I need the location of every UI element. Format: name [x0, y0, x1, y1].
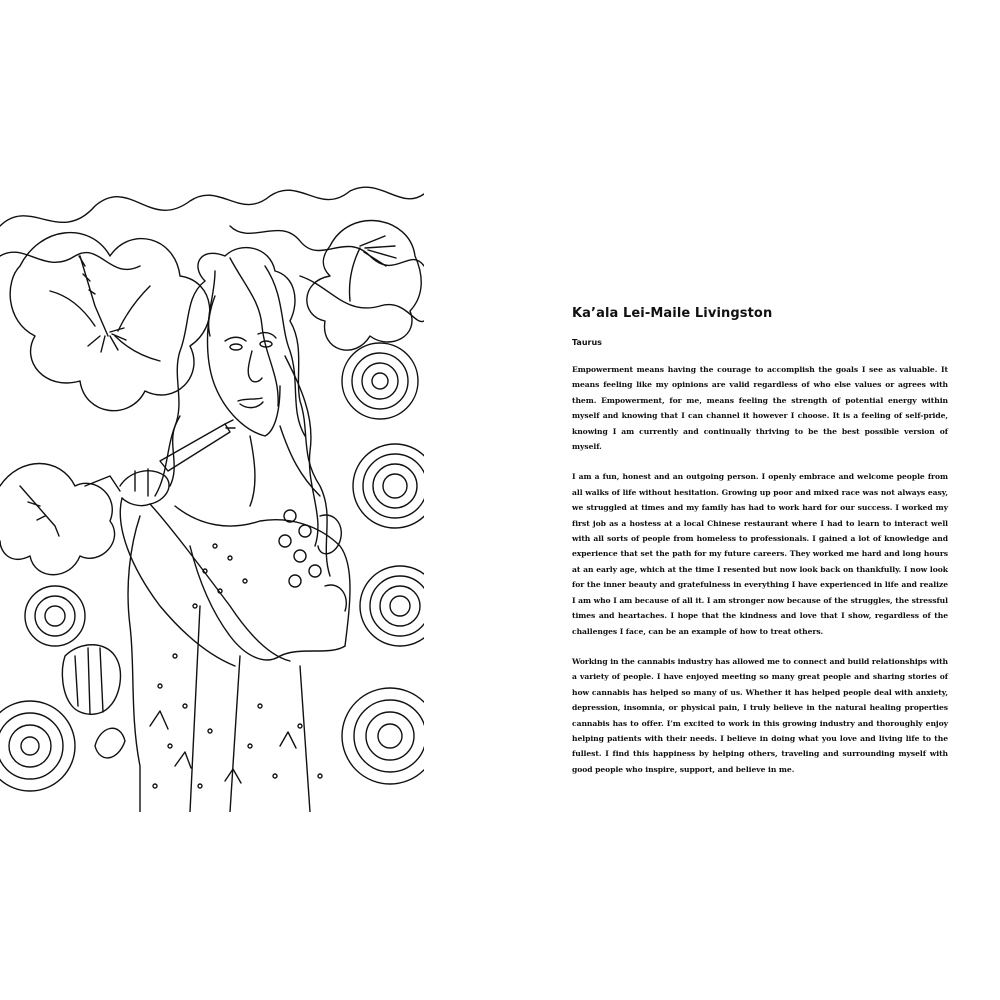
text-page [572, 306, 948, 792]
paragraph-3: Working in the cannabis industry has allowed me to connect and build relationships with a variety of people. I have enjoyed meeting so many great people and sharing stories of how cannabis has helped so many of us. Whether it has helped people deal with anxiety, depression, insomnia, or physical pain, I truly believe in the natural healing properties cannabis has to offer. I’m excited to work in this growing industry and thoroughly enjoy helping patients with their needs. I believe in doing what you love and living life to the fullest. I find this happiness by helping others, traveling and surrounding myself with good people who inspire, support, and believe in me. [572, 656, 948, 774]
paragraph-1: Empowerment means having the courage to accomplish the goals I see as valuable. It means feeling like my opinions are valid regardless of who else values or agrees with them. Empowerment, for me, means feeling the strength of potential energy within myself and knowing that I can channel it however I choose. It is a feeling of self-pride, knowing I am currently and continually thriving to be the best possible version of myself. [572, 365, 948, 452]
paragraph-2: I am a fun, honest and an outgoing person. I openly embrace and welcome people from all walks of life without hesitation. Growing up poor and mixed race was not always easy, we struggled at times and my family has had to work hard for our success. I worked my first job as a hostess at a local Chinese restaurant where I had to learn to interact well with all sorts of people from homeless to professionals. I gained a lot of knowledge and experience that set the path for my future careers. They worked me hard and long hours at an early age, which at the time I resented but now look back on thankfully. I now look for the inner beauty and gratefulness in everything I have experienced in life and realize I am who I am because of all it. I am stronger now because of the struggles, the stressful times and heartaches. I hope that the kindness and love that I show, regardless of the challenges I face, can be an example of how to treat others. [572, 472, 948, 636]
zodiac-sign: Taurus [572, 338, 602, 347]
line-art-drawing [0, 186, 424, 812]
coloring-illustration [0, 186, 424, 812]
page-title: Ka’ala Lei-Maile Livingston [572, 306, 773, 321]
